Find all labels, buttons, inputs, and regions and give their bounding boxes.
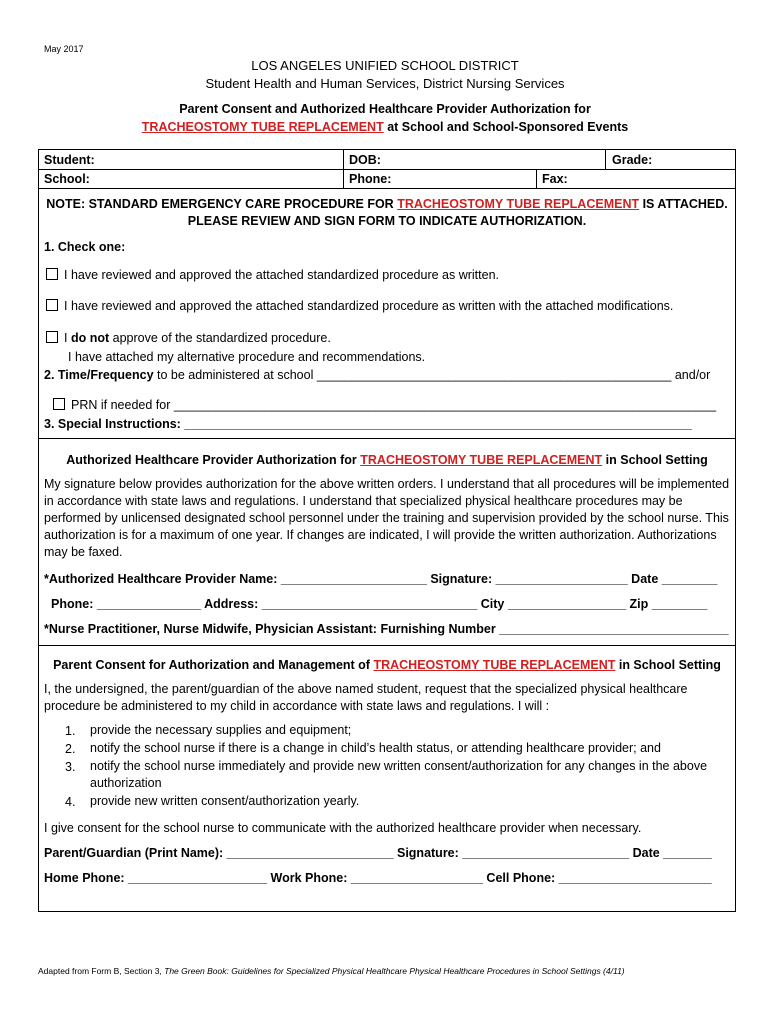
grade-label: Grade:	[612, 153, 653, 167]
list-item: provide new written consent/authorization yearly.	[90, 794, 360, 808]
divider	[536, 169, 537, 188]
note-line2: PLEASE REVIEW AND SIGN FORM TO INDICATE AUTHORIZATION.	[187, 214, 587, 228]
option-approved[interactable]	[46, 268, 499, 282]
provider-statement: My signature below provides authorization for the above written orders. I understand that all procedures will be implemented in accordance with state laws and regulations. I understand that specialized physical healthcare procedures may be performed by unlicensed designated school personnel under the training and supervision provided by the school nurse. This authorization is for a maximum of one year. If changes are indicated, I will provide the written authorization. Authorizations may be faxed.	[44, 477, 730, 559]
option-not-approved-line2: I have attached my alternative procedure and recommendations.	[68, 350, 426, 364]
parent-heading	[39, 658, 735, 672]
phone-label: Phone:	[349, 172, 392, 186]
checkbox[interactable]	[53, 398, 65, 410]
option-label: approve of the standardized procedure.	[109, 331, 331, 345]
option-approved-modified[interactable]	[46, 299, 673, 313]
time-frequency-line[interactable]	[44, 368, 710, 382]
phone-numbers-line[interactable]: Home Phone: ____________________ Work Phone: ___________________ Cell Phone: ______________________	[44, 871, 712, 885]
note-suffix: IS ATTACHED.	[639, 197, 728, 211]
guardian-signature-line[interactable]: Parent/Guardian (Print Name): ________________________ Signature: ________________________ Date _______	[44, 846, 712, 860]
procedure-name: TRACHEOSTOMY TUBE REPLACEMENT	[397, 197, 640, 211]
form-frame	[38, 149, 736, 912]
parent-heading-post: in School Setting	[615, 658, 721, 672]
divider	[39, 645, 735, 646]
footer-prefix: Adapted from Form B, Section 3,	[38, 966, 165, 976]
parent-statement: I, the undersigned, the parent/guardian of the above named student, request that the specialized physical healthcare procedure be administered to my child in accordance with state laws and regulations. I will :	[44, 682, 688, 713]
list-item-num: 2.	[65, 742, 76, 756]
parent-heading-pre: Parent Consent for Authorization and Management of	[53, 658, 374, 672]
section2-num: 2	[44, 368, 51, 382]
district-name: LOS ANGELES UNIFIED SCHOOL DISTRICT	[251, 58, 519, 73]
form-date: May 2017	[44, 44, 84, 54]
divider	[39, 169, 735, 170]
divider	[39, 188, 735, 189]
section1-heading: 1. Check one:	[44, 240, 126, 254]
option-label: I	[64, 331, 71, 345]
divider	[605, 150, 606, 169]
student-label: Student:	[44, 153, 95, 167]
note-prefix: NOTE: STANDARD EMERGENCY CARE PROCEDURE FOR	[46, 197, 398, 211]
option-label-bold: do not	[70, 331, 110, 345]
provider-heading	[39, 453, 735, 467]
checkbox[interactable]	[46, 331, 58, 343]
divider	[39, 438, 735, 439]
checkbox[interactable]	[46, 299, 58, 311]
procedure-name: TRACHEOSTOMY TUBE REPLACEMENT	[360, 453, 603, 467]
option-not-approved[interactable]	[46, 331, 331, 345]
form-title-line2	[0, 120, 770, 134]
provider-heading-post: in School Setting	[602, 453, 708, 467]
checkbox[interactable]	[46, 268, 58, 280]
list-item: notify the school nurse if there is a change in child’s health status, or attending healthcare provider; and	[90, 741, 661, 755]
dob-label: DOB:	[349, 153, 381, 167]
option-label: I have reviewed and approved the attached standardized procedure as written.	[64, 268, 499, 282]
prn-line[interactable]	[53, 398, 716, 412]
provider-name-line[interactable]: *Authorized Healthcare Provider Name: _____________________ Signature: ___________________ Date ________	[44, 572, 718, 586]
title-rest: at School and School-Sponsored Events	[383, 120, 629, 134]
consent-statement: I give consent for the school nurse to communicate with the authorized healthcare provider when necessary.	[44, 821, 642, 835]
list-item-num: 3.	[65, 760, 76, 774]
prn-label: PRN if needed for ______________________________________________________________________________	[71, 398, 717, 412]
provider-address-line[interactable]: Phone: _______________ Address: _______________________________ City _________________ Zip ________	[51, 597, 708, 611]
footer-source: The Green Book: Guidelines for Specialized Physical Healthcare Physical Healthcare Procedures in School Settings (4/11)	[164, 966, 625, 976]
list-item: provide the necessary supplies and equipment;	[90, 723, 352, 737]
procedure-name: TRACHEOSTOMY TUBE REPLACEMENT	[141, 120, 384, 134]
divider	[343, 150, 344, 188]
procedure-name: TRACHEOSTOMY TUBE REPLACEMENT	[373, 658, 616, 672]
provider-heading-pre: Authorized Healthcare Provider Authorization for	[66, 453, 361, 467]
department-name: Student Health and Human Services, District Nursing Services	[205, 76, 565, 91]
footer-citation	[38, 966, 625, 976]
special-instructions-line[interactable]: 3. Special Instructions: _________________________________________________________________________	[44, 417, 692, 431]
fax-label: Fax:	[542, 172, 568, 186]
section2-rest: to be administered at school ___________________________________________________ and/or	[153, 368, 711, 382]
form-title-line1: Parent Consent and Authorized Healthcare Provider Authorization for	[179, 102, 591, 116]
option-label: I have reviewed and approved the attached standardized procedure as written with the attached modifications.	[64, 299, 674, 313]
note-line1	[39, 197, 735, 211]
section2-label: . Time/Frequency	[50, 368, 154, 382]
list-item-num: 1.	[65, 724, 76, 738]
list-item: notify the school nurse immediately and provide new written consent/authorization for any changes in the above authorization	[90, 759, 708, 790]
list-item-num: 4.	[65, 795, 76, 809]
school-label: School:	[44, 172, 90, 186]
furnishing-number-line[interactable]: *Nurse Practitioner, Nurse Midwife, Physician Assistant: Furnishing Number _________________________________	[44, 622, 729, 636]
